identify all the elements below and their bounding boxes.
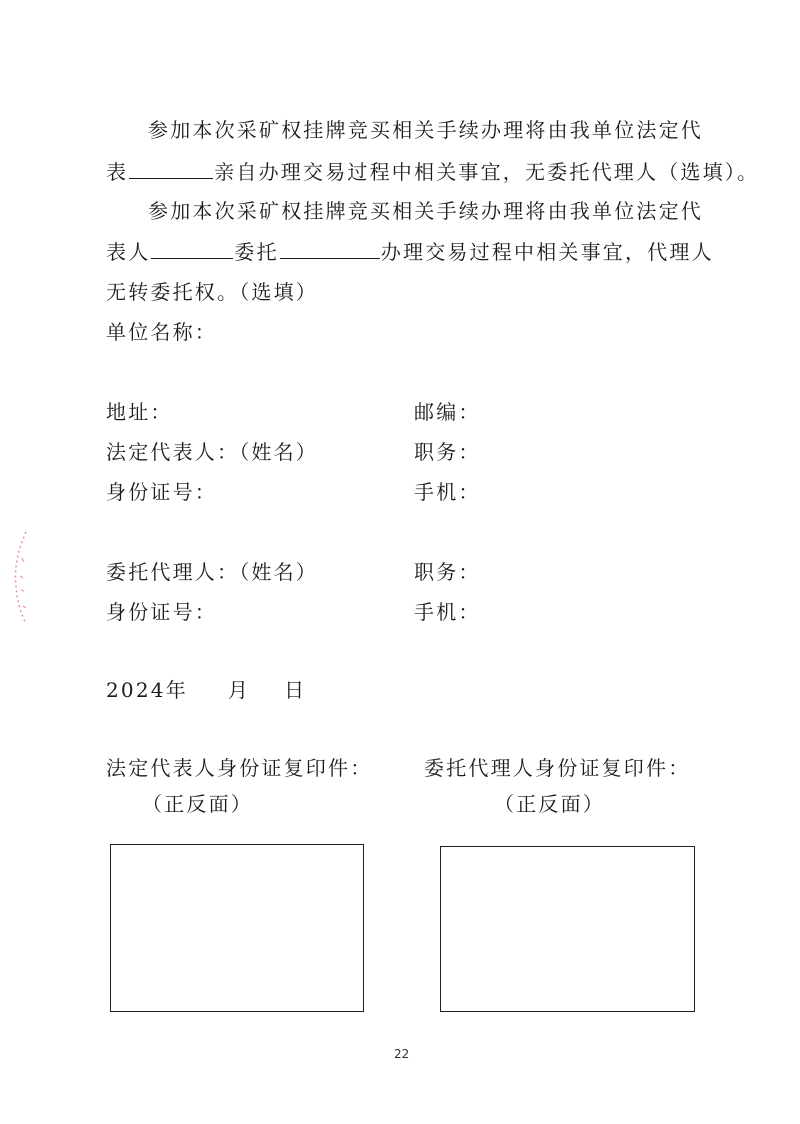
agent-label: 委托代理人：（姓名） [106,560,318,584]
para2-line2 [106,240,714,264]
para1-line2-pre: 表 [106,160,129,184]
unit-name-label: 单位名称： [106,320,217,344]
agent-id-copy-subtitle: （正反面） [494,792,605,816]
agent-name-blank[interactable] [280,240,380,259]
para2-line3: 无转委托权。（选填） [106,280,318,304]
legal-rep-id-copy-subtitle: （正反面） [142,792,253,816]
para1-line1: 参加本次采矿权挂牌竞买相关手续办理将由我单位法定代 [148,118,703,142]
legal-rep-label: 法定代表人：（姓名） [106,440,318,464]
address-label: 地址： [106,400,173,424]
date-day: 日 [284,678,307,702]
date-line [106,678,306,702]
para2-line2-post: 办理交易过程中相关事宜，代理人 [380,240,714,264]
legal-rep-id-copy-box [110,844,364,1012]
agent-id-label: 身份证号： [106,600,217,624]
postcode-label: 邮编： [414,400,481,424]
agent-id-copy-box [440,846,695,1012]
para2-line1: 参加本次采矿权挂牌竞买相关手续办理将由我单位法定代 [148,199,703,223]
agent-position-label: 职务： [414,560,481,584]
legal-rep-name-blank[interactable] [129,160,213,179]
para2-line2-mid: 委托 [234,240,279,264]
page-number: 22 [394,1047,410,1061]
legal-rep-id-copy-title: 法定代表人身份证复印件： [106,756,373,780]
para2-line2-pre: 表人 [106,240,151,264]
para1-line2 [106,160,759,184]
legal-rep-position-label: 职务： [414,440,481,464]
date-year: 2024年 [106,678,188,702]
para1-line2-post: 亲自办理交易过程中相关事宜，无委托代理人（选填）。 [214,160,760,184]
date-month: 月 [227,678,251,702]
agent-id-copy-title: 委托代理人身份证复印件： [424,756,691,780]
seal-edge-mark [8,528,30,628]
agent-phone-label: 手机： [414,600,481,624]
legal-rep-name-blank-2[interactable] [151,240,233,259]
legal-rep-phone-label: 手机： [414,480,481,504]
legal-rep-id-label: 身份证号： [106,480,217,504]
